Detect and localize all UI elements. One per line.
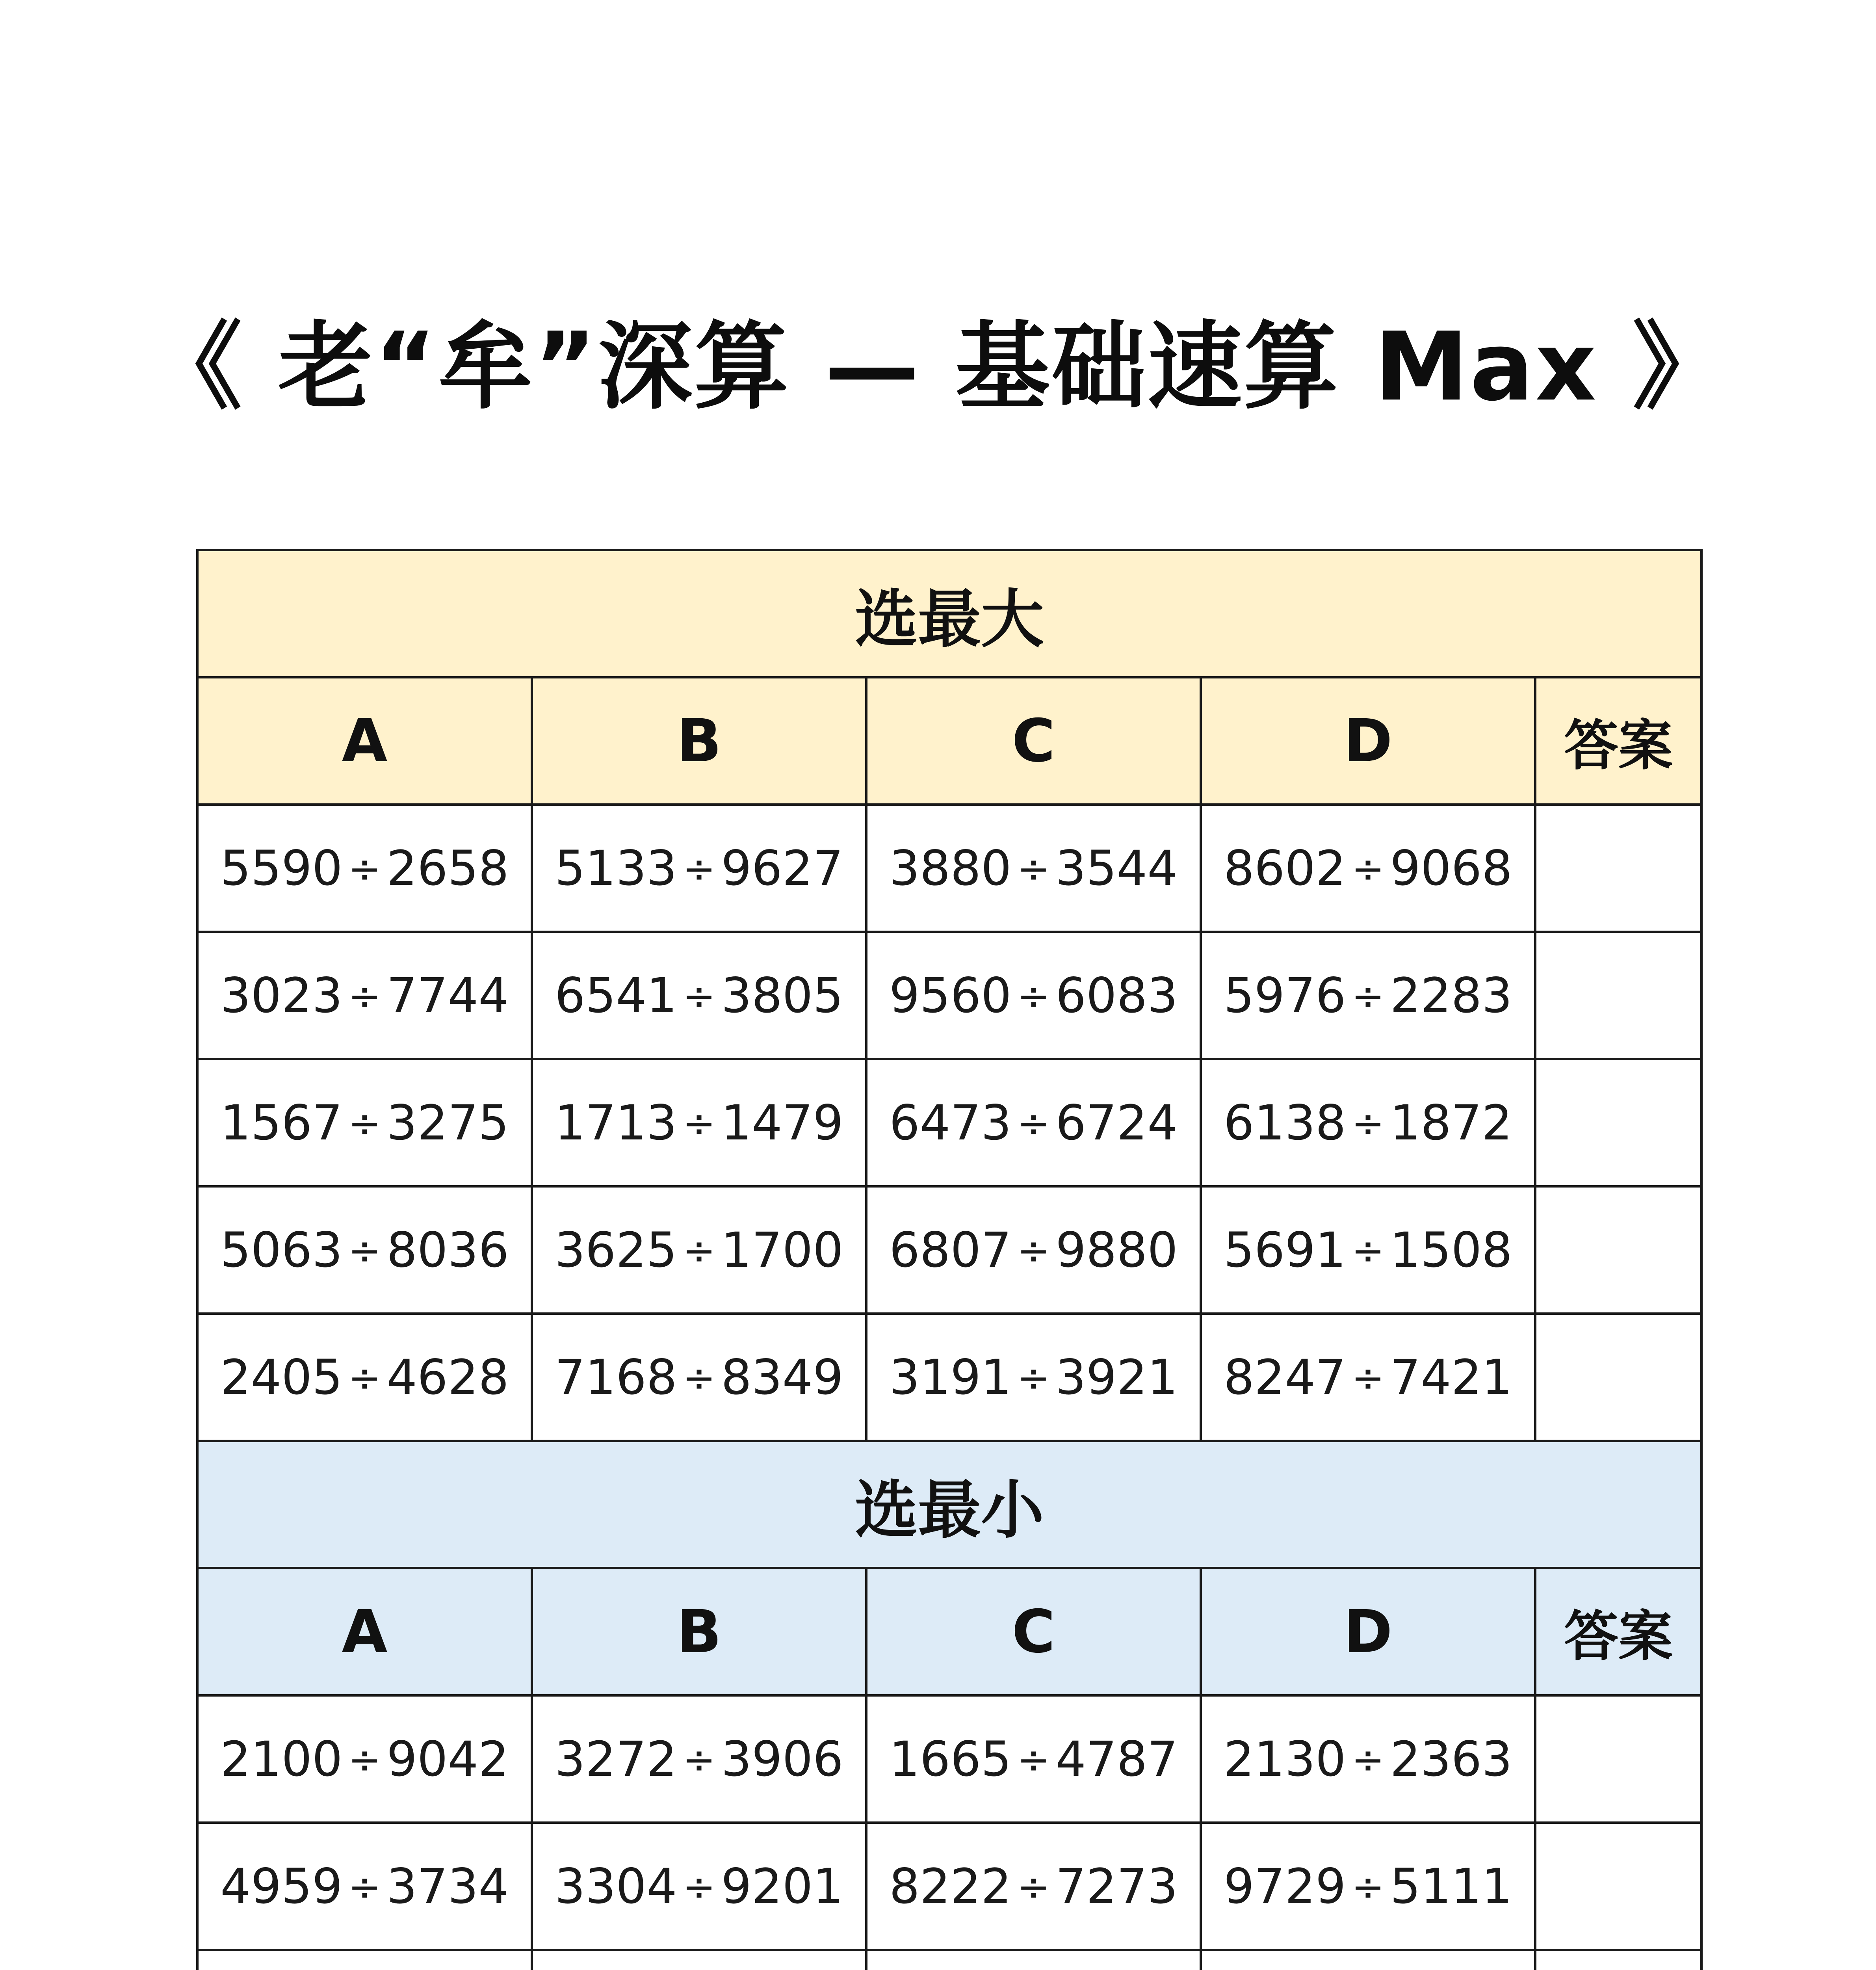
divide-sign: ÷ <box>1351 973 1385 1019</box>
section-select-max <box>197 550 1701 1441</box>
problem-cell: 5976 ÷ 2283 <box>1201 932 1535 1059</box>
problem-row <box>197 1186 1701 1314</box>
answer-box[interactable] <box>1535 932 1701 1059</box>
column-header-c: C <box>866 1568 1201 1695</box>
divide-sign: ÷ <box>682 973 716 1019</box>
divide-sign: ÷ <box>1017 1864 1050 1910</box>
divide-sign: ÷ <box>1351 1736 1385 1783</box>
answer-box[interactable] <box>1535 1186 1701 1314</box>
problem-row <box>197 932 1701 1059</box>
answer-box[interactable] <box>1535 1314 1701 1441</box>
problem-cell: 6138 ÷ 1872 <box>1201 1059 1535 1186</box>
problem-cell: 5691 ÷ 1508 <box>1201 1186 1535 1314</box>
divide-sign: ÷ <box>1351 1227 1385 1274</box>
answer-box[interactable] <box>1535 1950 1701 1970</box>
divide-sign: ÷ <box>1351 1355 1385 1401</box>
problem-cell: 5133 ÷ 9627 <box>532 805 866 932</box>
divide-sign: ÷ <box>348 1227 381 1274</box>
divide-sign: ÷ <box>1017 1227 1050 1274</box>
divide-sign: ÷ <box>682 1227 716 1274</box>
problem-cell: 2130 ÷ 2363 <box>1201 1695 1535 1823</box>
problem-row <box>197 1823 1701 1950</box>
divide-sign: ÷ <box>1017 973 1050 1019</box>
problem-cell: 3023 ÷ 7744 <box>197 932 532 1059</box>
divide-sign: ÷ <box>682 1864 716 1910</box>
problem-row <box>197 1059 1701 1186</box>
answer-box[interactable] <box>1535 1695 1701 1823</box>
problem-cell: 2100 ÷ 9042 <box>197 1695 532 1823</box>
divide-sign: ÷ <box>682 1736 716 1783</box>
section-heading: 选最小 <box>197 1441 1701 1568</box>
problem-cell: 6807 ÷ 9880 <box>866 1186 1201 1314</box>
problem-cell <box>532 1950 866 1970</box>
problem-cell: 5063 ÷ 8036 <box>197 1186 532 1314</box>
divide-sign: ÷ <box>1351 846 1385 892</box>
divide-sign: ÷ <box>1351 1864 1385 1910</box>
problem-cell: 8602 ÷ 9068 <box>1201 805 1535 932</box>
divide-sign: ÷ <box>348 1864 381 1910</box>
worksheet-table <box>196 549 1703 1970</box>
problem-cell: 8247 ÷ 7421 <box>1201 1314 1535 1441</box>
divide-sign: ÷ <box>348 1100 381 1147</box>
problem-row <box>197 1314 1701 1441</box>
problem-cell: 3191 ÷ 3921 <box>866 1314 1201 1441</box>
divide-sign: ÷ <box>1017 846 1050 892</box>
column-header-b: B <box>532 677 866 805</box>
answer-box[interactable] <box>1535 1823 1701 1950</box>
problem-cell: 3304 ÷ 9201 <box>532 1823 866 1950</box>
column-header-answer: 答案 <box>1535 1568 1701 1695</box>
problem-cell: 2405 ÷ 4628 <box>197 1314 532 1441</box>
problem-cell: 6541 ÷ 3805 <box>532 932 866 1059</box>
divide-sign: ÷ <box>348 973 381 1019</box>
column-header-answer: 答案 <box>1535 677 1701 805</box>
problem-cell <box>866 1950 1201 1970</box>
divide-sign: ÷ <box>1017 1100 1050 1147</box>
column-header-d: D <box>1201 1568 1535 1695</box>
divide-sign: ÷ <box>348 1355 381 1401</box>
column-header-c: C <box>866 677 1201 805</box>
problem-cell <box>197 1950 532 1970</box>
problem-cell: 8222 ÷ 7273 <box>866 1823 1201 1950</box>
column-header-d: D <box>1201 677 1535 805</box>
problem-cell: 1713 ÷ 1479 <box>532 1059 866 1186</box>
problem-cell: 3880 ÷ 3544 <box>866 805 1201 932</box>
problem-cell: 3625 ÷ 1700 <box>532 1186 866 1314</box>
divide-sign: ÷ <box>1351 1100 1385 1147</box>
problem-cell: 5590 ÷ 2658 <box>197 805 532 932</box>
divide-sign: ÷ <box>348 846 381 892</box>
problem-cell: 1567 ÷ 3275 <box>197 1059 532 1186</box>
column-header-a: A <box>197 1568 532 1695</box>
divide-sign: ÷ <box>348 1736 381 1783</box>
problem-row <box>197 1695 1701 1823</box>
divide-sign: ÷ <box>682 846 716 892</box>
problem-cell: 3272 ÷ 3906 <box>532 1695 866 1823</box>
answer-box[interactable] <box>1535 805 1701 932</box>
problem-cell: 9729 ÷ 5111 <box>1201 1823 1535 1950</box>
column-header-b: B <box>532 1568 866 1695</box>
page-title: 《 老“牟”深算 — 基础速算 Max 》 <box>147 311 1729 422</box>
problem-cell: 6473 ÷ 6724 <box>866 1059 1201 1186</box>
problem-row <box>197 1950 1701 1970</box>
column-header-a: A <box>197 677 532 805</box>
divide-sign: ÷ <box>1017 1736 1050 1783</box>
problem-cell: 4959 ÷ 3734 <box>197 1823 532 1950</box>
section-heading: 选最大 <box>197 550 1701 677</box>
problem-cell: 9560 ÷ 6083 <box>866 932 1201 1059</box>
divide-sign: ÷ <box>682 1100 716 1147</box>
answer-box[interactable] <box>1535 1059 1701 1186</box>
problem-cell: 1665 ÷ 4787 <box>866 1695 1201 1823</box>
problem-row <box>197 805 1701 932</box>
problem-cell: 7168 ÷ 8349 <box>532 1314 866 1441</box>
divide-sign: ÷ <box>1017 1355 1050 1401</box>
section-select-min <box>197 1441 1701 1970</box>
problem-cell <box>1201 1950 1535 1970</box>
divide-sign: ÷ <box>682 1355 716 1401</box>
